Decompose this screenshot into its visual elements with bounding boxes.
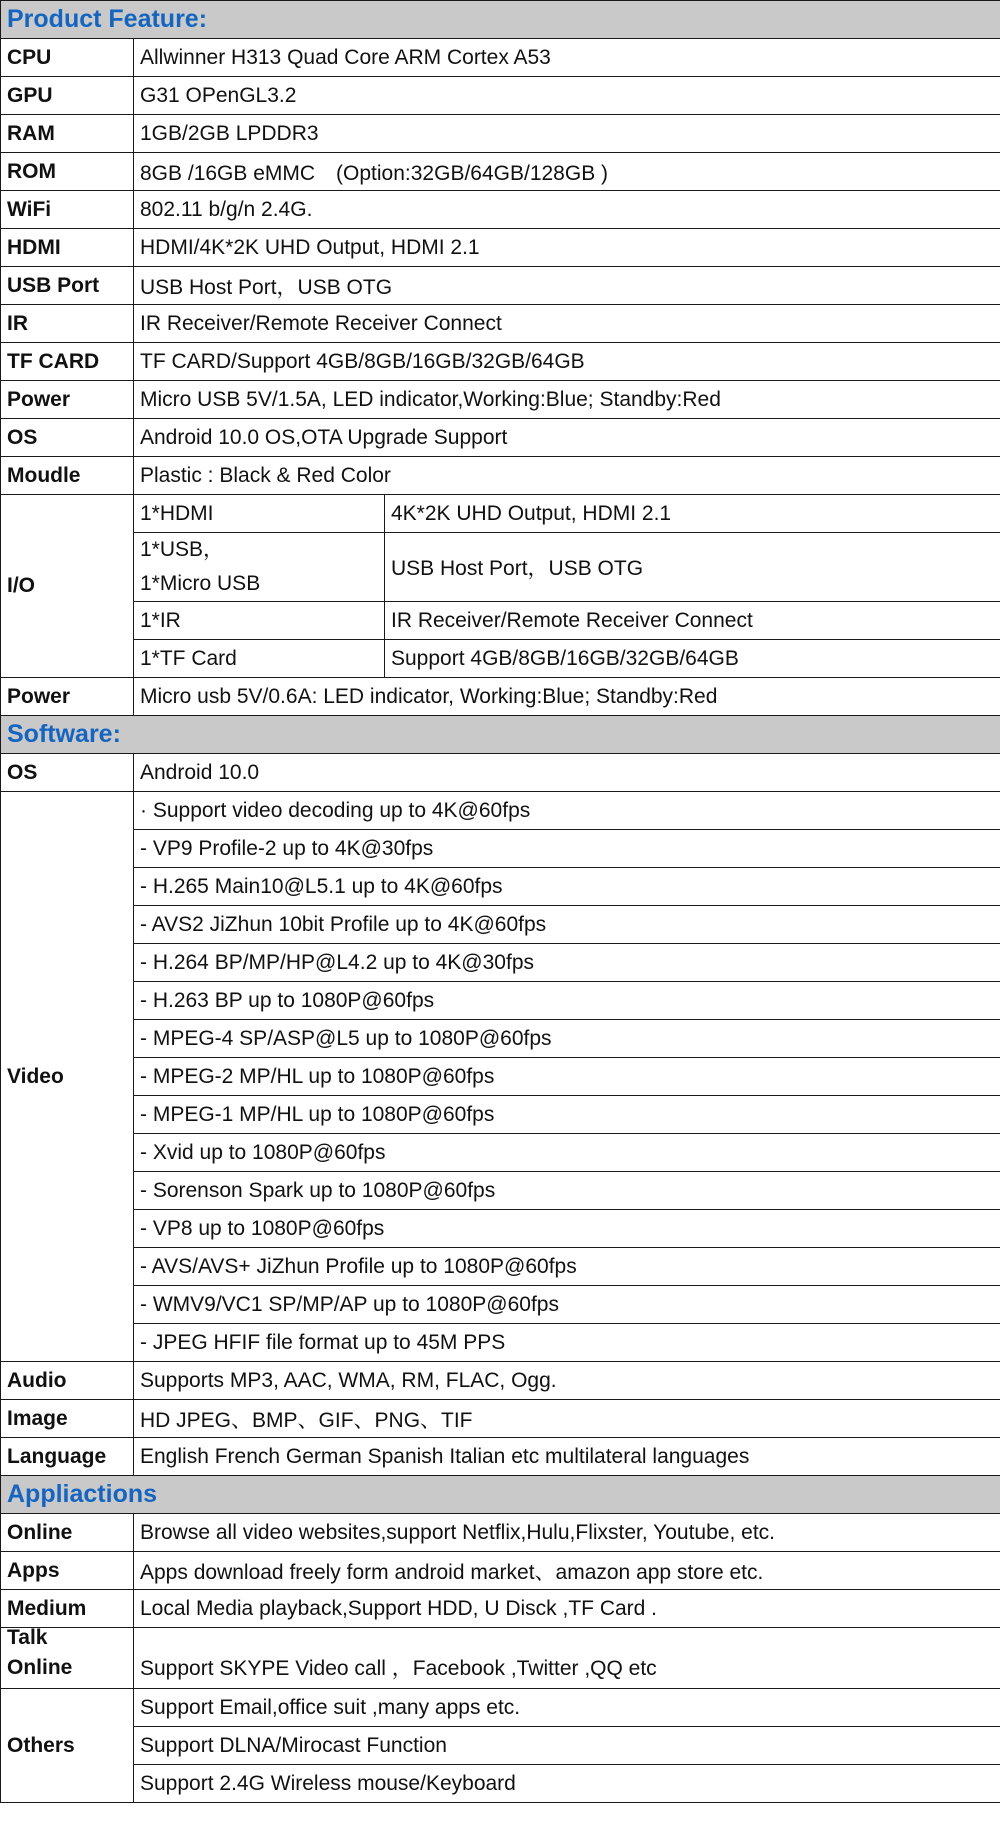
row-video bbox=[1, 1248, 1000, 1286]
tf-card-value: TF CARD/Support 4GB/8GB/16GB/32GB/64GB bbox=[134, 343, 1000, 381]
row-video bbox=[1, 1172, 1000, 1210]
io-port-usb-line1: 1*USB， bbox=[140, 538, 225, 561]
usb-label: USB Port bbox=[1, 267, 134, 305]
row-usb bbox=[1, 267, 1000, 305]
hdmi-label: HDMI bbox=[1, 229, 134, 267]
row-video bbox=[1, 830, 1000, 868]
row-video bbox=[1, 1324, 1000, 1362]
row-medium bbox=[1, 1590, 1000, 1628]
row-video bbox=[1, 1058, 1000, 1096]
row-io-hdmi bbox=[1, 495, 1000, 533]
row-cpu bbox=[1, 39, 1000, 77]
video-item: - Sorenson Spark up to 1080P@60fps bbox=[134, 1172, 1000, 1210]
io-port-usb bbox=[134, 533, 385, 602]
section-header-applications bbox=[1, 1476, 1000, 1514]
tf-card-label: TF CARD bbox=[1, 343, 134, 381]
row-video bbox=[1, 868, 1000, 906]
row-video bbox=[1, 1210, 1000, 1248]
talk-label-line1: Talk bbox=[7, 1627, 48, 1649]
video-item: - MPEG-2 MP/HL up to 1080P@60fps bbox=[134, 1058, 1000, 1096]
row-video bbox=[1, 906, 1000, 944]
io-port-tf: 1*TF Card bbox=[134, 640, 385, 678]
sw-os-label: OS bbox=[1, 754, 134, 792]
image-label: Image bbox=[1, 1400, 134, 1438]
ram-value: 1GB/2GB LPDDR3 bbox=[134, 115, 1000, 153]
row-gpu bbox=[1, 77, 1000, 115]
medium-label: Medium bbox=[1, 1590, 134, 1628]
ram-label: RAM bbox=[1, 115, 134, 153]
video-item: - H.264 BP/MP/HP@L4.2 up to 4K@30fps bbox=[134, 944, 1000, 982]
image-value: HD JPEG、BMP、GIF、PNG、TIF bbox=[134, 1400, 1000, 1438]
online-value: Browse all video websites,support Netflix,Hulu,Flixster, Youtube, etc. bbox=[134, 1514, 1000, 1552]
video-item: - Xvid up to 1080P@60fps bbox=[134, 1134, 1000, 1172]
medium-value: Local Media playback,Support HDD, U Disck ,TF Card . bbox=[134, 1590, 1000, 1628]
row-video bbox=[1, 1096, 1000, 1134]
row-others bbox=[1, 1765, 1000, 1803]
power-value: Micro USB 5V/1.5A, LED indicator,Working:Blue; Standby:Red bbox=[134, 381, 1000, 419]
io-port-hdmi: 1*HDMI bbox=[134, 495, 385, 533]
row-talk-online bbox=[1, 1628, 1000, 1689]
video-item: - H.263 BP up to 1080P@60fps bbox=[134, 982, 1000, 1020]
section-title-applications: Appliactions bbox=[1, 1476, 1000, 1514]
row-wifi bbox=[1, 191, 1000, 229]
os-value: Android 10.0 OS,OTA Upgrade Support bbox=[134, 419, 1000, 457]
row-tf-card bbox=[1, 343, 1000, 381]
rom-label: ROM bbox=[1, 153, 134, 191]
io-desc-usb: USB Host Port，USB OTG bbox=[385, 533, 1000, 602]
usb-value: USB Host Port，USB OTG bbox=[134, 267, 1000, 305]
power-label: Power bbox=[1, 381, 134, 419]
row-video bbox=[1, 982, 1000, 1020]
row-ram bbox=[1, 115, 1000, 153]
power2-label: Power bbox=[1, 678, 134, 716]
others-item: Support 2.4G Wireless mouse/Keyboard bbox=[134, 1765, 1000, 1803]
video-item: - JPEG HFIF file format up to 45M PPS bbox=[134, 1324, 1000, 1362]
cpu-value: Allwinner H313 Quad Core ARM Cortex A53 bbox=[134, 39, 1000, 77]
row-apps bbox=[1, 1552, 1000, 1590]
video-item: - MPEG-1 MP/HL up to 1080P@60fps bbox=[134, 1096, 1000, 1134]
video-item: - H.265 Main10@L5.1 up to 4K@60fps bbox=[134, 868, 1000, 906]
row-audio bbox=[1, 1362, 1000, 1400]
row-sw-os bbox=[1, 754, 1000, 792]
row-language bbox=[1, 1438, 1000, 1476]
talk-online-label bbox=[1, 1628, 134, 1689]
others-label: Others bbox=[1, 1689, 134, 1803]
row-image bbox=[1, 1400, 1000, 1438]
wifi-label: WiFi bbox=[1, 191, 134, 229]
power2-value: Micro usb 5V/0.6A: LED indicator, Working:Blue; Standby:Red bbox=[134, 678, 1000, 716]
gpu-value: G31 OPenGL3.2 bbox=[134, 77, 1000, 115]
rom-value: 8GB /16GB eMMC (Option:32GB/64GB/128GB ) bbox=[134, 153, 1000, 191]
video-item: - WMV9/VC1 SP/MP/AP up to 1080P@60fps bbox=[134, 1286, 1000, 1324]
row-hdmi bbox=[1, 229, 1000, 267]
ir-label: IR bbox=[1, 305, 134, 343]
video-item: - MPEG-4 SP/ASP@L5 up to 1080P@60fps bbox=[134, 1020, 1000, 1058]
video-item: - VP9 Profile-2 up to 4K@30fps bbox=[134, 830, 1000, 868]
talk-online-value: Support SKYPE Video call ，Facebook ,Twitter ,QQ etc bbox=[134, 1628, 1000, 1689]
sw-os-value: Android 10.0 bbox=[134, 754, 1000, 792]
section-title-product: Product Feature: bbox=[1, 1, 1000, 39]
row-power-2 bbox=[1, 678, 1000, 716]
row-others bbox=[1, 1689, 1000, 1727]
others-item: Support Email,office suit ,many apps etc. bbox=[134, 1689, 1000, 1727]
moudle-value: Plastic : Black & Red Color bbox=[134, 457, 1000, 495]
section-header-software bbox=[1, 716, 1000, 754]
video-item: - VP8 up to 1080P@60fps bbox=[134, 1210, 1000, 1248]
video-item: - AVS/AVS+ JiZhun Profile up to 1080P@60fps bbox=[134, 1248, 1000, 1286]
cpu-label: CPU bbox=[1, 39, 134, 77]
apps-label: Apps bbox=[1, 1552, 134, 1590]
row-video bbox=[1, 1020, 1000, 1058]
row-os bbox=[1, 419, 1000, 457]
io-desc-ir: IR Receiver/Remote Receiver Connect bbox=[385, 602, 1000, 640]
video-label: Video bbox=[1, 792, 134, 1362]
language-label: Language bbox=[1, 1438, 134, 1476]
row-io-tf bbox=[1, 640, 1000, 678]
row-online bbox=[1, 1514, 1000, 1552]
video-item: · Support video decoding up to 4K@60fps bbox=[134, 792, 1000, 830]
ir-value: IR Receiver/Remote Receiver Connect bbox=[134, 305, 1000, 343]
gpu-label: GPU bbox=[1, 77, 134, 115]
io-port-usb-line2: 1*Micro USB bbox=[140, 572, 261, 595]
row-video bbox=[1, 792, 1000, 830]
section-header-product bbox=[1, 1, 1000, 39]
io-desc-hdmi: 4K*2K UHD Output, HDMI 2.1 bbox=[385, 495, 1000, 533]
audio-value: Supports MP3, AAC, WMA, RM, FLAC, Ogg. bbox=[134, 1362, 1000, 1400]
row-video bbox=[1, 1286, 1000, 1324]
row-video bbox=[1, 944, 1000, 982]
others-item: Support DLNA/Mirocast Function bbox=[134, 1727, 1000, 1765]
row-rom bbox=[1, 153, 1000, 191]
online-label: Online bbox=[1, 1514, 134, 1552]
io-port-ir: 1*IR bbox=[134, 602, 385, 640]
talk-label-line2: Online bbox=[7, 1656, 73, 1679]
io-label: I/O bbox=[1, 495, 134, 678]
os-label: OS bbox=[1, 419, 134, 457]
wifi-value: 802.11 b/g/n 2.4G. bbox=[134, 191, 1000, 229]
row-moudle bbox=[1, 457, 1000, 495]
hdmi-value: HDMI/4K*2K UHD Output, HDMI 2.1 bbox=[134, 229, 1000, 267]
section-title-software: Software: bbox=[1, 716, 1000, 754]
video-item: - AVS2 JiZhun 10bit Profile up to 4K@60fps bbox=[134, 906, 1000, 944]
io-desc-tf: Support 4GB/8GB/16GB/32GB/64GB bbox=[385, 640, 1000, 678]
apps-value: Apps download freely form android market、amazon app store etc. bbox=[134, 1552, 1000, 1590]
row-video bbox=[1, 1134, 1000, 1172]
row-ir bbox=[1, 305, 1000, 343]
row-others bbox=[1, 1727, 1000, 1765]
row-io-ir bbox=[1, 602, 1000, 640]
audio-label: Audio bbox=[1, 1362, 134, 1400]
language-value: English French German Spanish Italian etc multilateral languages bbox=[134, 1438, 1000, 1476]
moudle-label: Moudle bbox=[1, 457, 134, 495]
row-power bbox=[1, 381, 1000, 419]
row-io-usb bbox=[1, 533, 1000, 602]
